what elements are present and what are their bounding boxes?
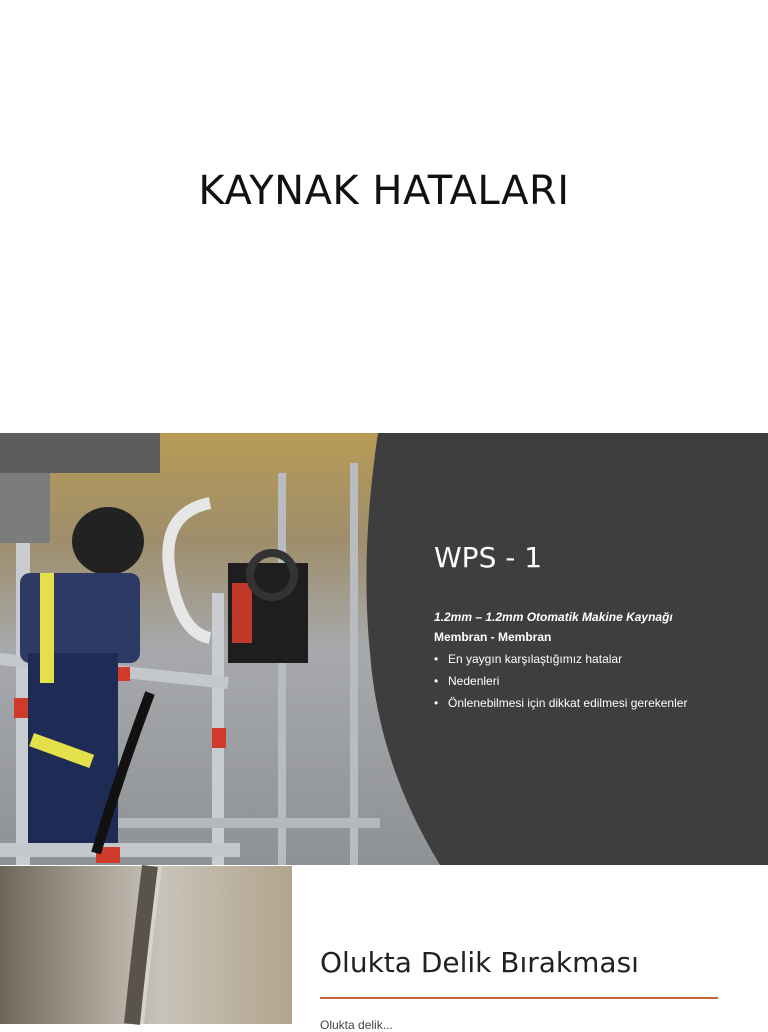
slide-wps <box>0 433 768 865</box>
slide-defect <box>0 866 768 1032</box>
bullet-text: En yaygın karşılaştığımız hatalar <box>448 652 623 666</box>
defect-body-text: Olukta delik... <box>320 1018 393 1032</box>
bullet-text: Önlenebilmesi için dikkat edilmesi gerekenler <box>448 696 688 710</box>
slide-title <box>0 0 768 432</box>
wps-heading: WPS - 1 <box>434 541 543 574</box>
wps-bullet-list <box>434 652 754 710</box>
slide-title-text: KAYNAK HATALARI <box>198 168 570 214</box>
wps-subtitle-italic: 1.2mm – 1.2mm Otomatik Makine Kaynağı <box>434 610 673 624</box>
welder-photo <box>0 433 440 865</box>
bullet-glyph: • <box>434 696 439 710</box>
defect-title: Olukta Delik Bırakması <box>320 946 639 979</box>
bullet-text: Nedenleri <box>448 674 500 688</box>
wps-content <box>434 541 754 718</box>
wps-subtitle-bold: Membran - Membran <box>434 630 552 644</box>
bullet-glyph: • <box>434 652 439 666</box>
weld-seam-photo <box>0 866 292 1024</box>
bullet-glyph: • <box>434 674 439 688</box>
wps-bullet-item <box>434 674 754 688</box>
wps-bullet-item <box>434 696 754 710</box>
wps-bullet-item <box>434 652 754 666</box>
accent-rule <box>320 997 718 999</box>
